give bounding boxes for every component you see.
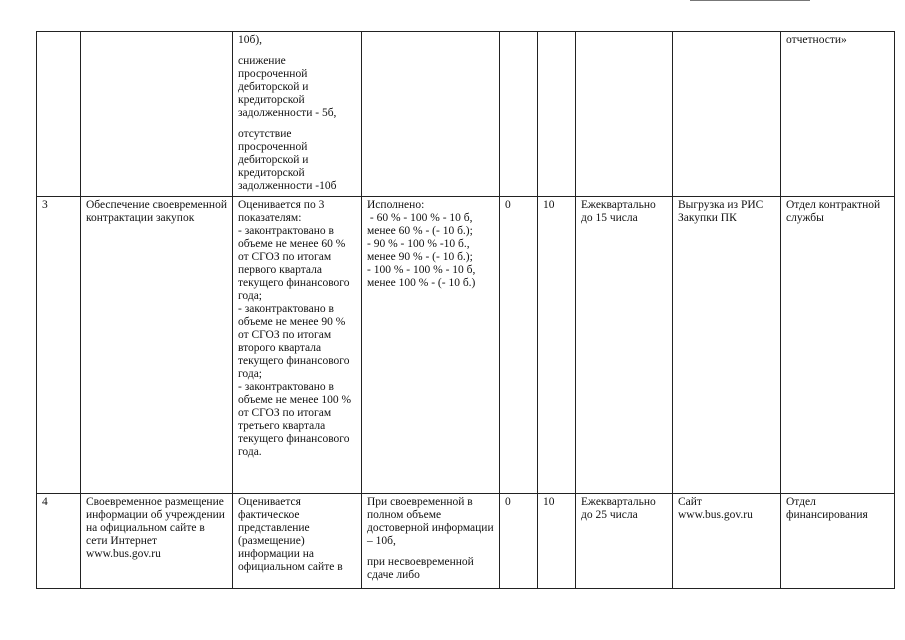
cell-text: Сайт www.bus.gov.ru <box>678 496 753 521</box>
cell-paragraph: отсутствие просроченной дебиторской и кредиторской задолженности -10б <box>238 128 337 192</box>
cell-responsible <box>781 197 895 494</box>
cell-text: 3 <box>42 199 48 211</box>
table-row <box>37 32 895 197</box>
cell-name <box>81 494 233 589</box>
cell-name <box>81 197 233 494</box>
cell-source <box>673 32 781 197</box>
cell-text: Обеспечение своевременной контрактации закупок <box>86 199 230 224</box>
cell-paragraph: снижение просроченной дебиторской и кредиторской задолженности - 5б, <box>238 55 337 119</box>
cell-text: Выгрузка из РИС Закупки ПК <box>678 199 767 224</box>
cell-paragraph: Оценивается фактическое представление (размещение) информации на официальном сайте в <box>238 496 343 573</box>
cell-paragraph: Исполнено: - 60 % - 100 % - 10 б, менее 60 % - (- 10 б.); - 90 % - 100 % -10 б., менее 90 % - (- 10 б.); - 100 % - 100 % - 10 б, менее 100 % - (- 10 б.) <box>367 199 476 289</box>
cell-min <box>500 32 538 197</box>
cell-num <box>37 494 81 589</box>
cell-text: отчетности» <box>786 34 847 46</box>
cell-text: Отдел финансирования <box>786 496 868 521</box>
cell-text: 4 <box>42 496 48 508</box>
cell-text: Ежеквартально до 25 числа <box>581 496 659 521</box>
cell-source <box>673 494 781 589</box>
cell-paragraph: 10б), <box>238 34 263 46</box>
cell-criteria <box>233 32 362 197</box>
table-row <box>37 197 895 494</box>
cell-text: Своевременное размещение информации об учреждении на официальном сайте в сети Интернет www.bus.gov.ru <box>86 496 228 560</box>
cell-min <box>500 197 538 494</box>
cell-text: 10 <box>543 199 555 211</box>
cell-responsible <box>781 494 895 589</box>
cell-source <box>673 197 781 494</box>
cell-text: Ежеквартально до 15 числа <box>581 199 659 224</box>
table-row <box>37 494 895 589</box>
cell-text: 10 <box>543 496 555 508</box>
cell-paragraph: Оценивается по 3 показателям: - законтрактовано в объеме не менее 60 % от СГОЗ по итогам первого квартала текущего финансового года; - законтрактовано в объеме не менее 90 % от СГОЗ по итогам второго квартала текущего финансового года; - законтрактовано в объеме не менее 100 % от СГОЗ по итогам третьего квартала текущего финансового года. <box>238 199 352 458</box>
top-rule <box>690 0 810 1</box>
cell-num <box>37 32 81 197</box>
cell-scale <box>362 197 500 494</box>
cell-max <box>538 32 576 197</box>
cell-text: 0 <box>505 496 511 508</box>
cell-criteria <box>233 494 362 589</box>
cell-period <box>576 494 673 589</box>
cell-text: 0 <box>505 199 511 211</box>
cell-max <box>538 494 576 589</box>
cell-paragraph: при несвоевременной сдаче либо <box>367 556 477 581</box>
cell-name <box>81 32 233 197</box>
cell-period <box>576 197 673 494</box>
cell-period <box>576 32 673 197</box>
cell-paragraph: При своевременной в полном объеме достоверной информации – 10б, <box>367 496 497 547</box>
cell-min <box>500 494 538 589</box>
cell-scale <box>362 494 500 589</box>
cell-responsible <box>781 32 895 197</box>
cell-scale <box>362 32 500 197</box>
criteria-table <box>36 31 895 589</box>
cell-text: Отдел контрактной службы <box>786 199 884 224</box>
cell-criteria <box>233 197 362 494</box>
cell-max <box>538 197 576 494</box>
cell-num <box>37 197 81 494</box>
